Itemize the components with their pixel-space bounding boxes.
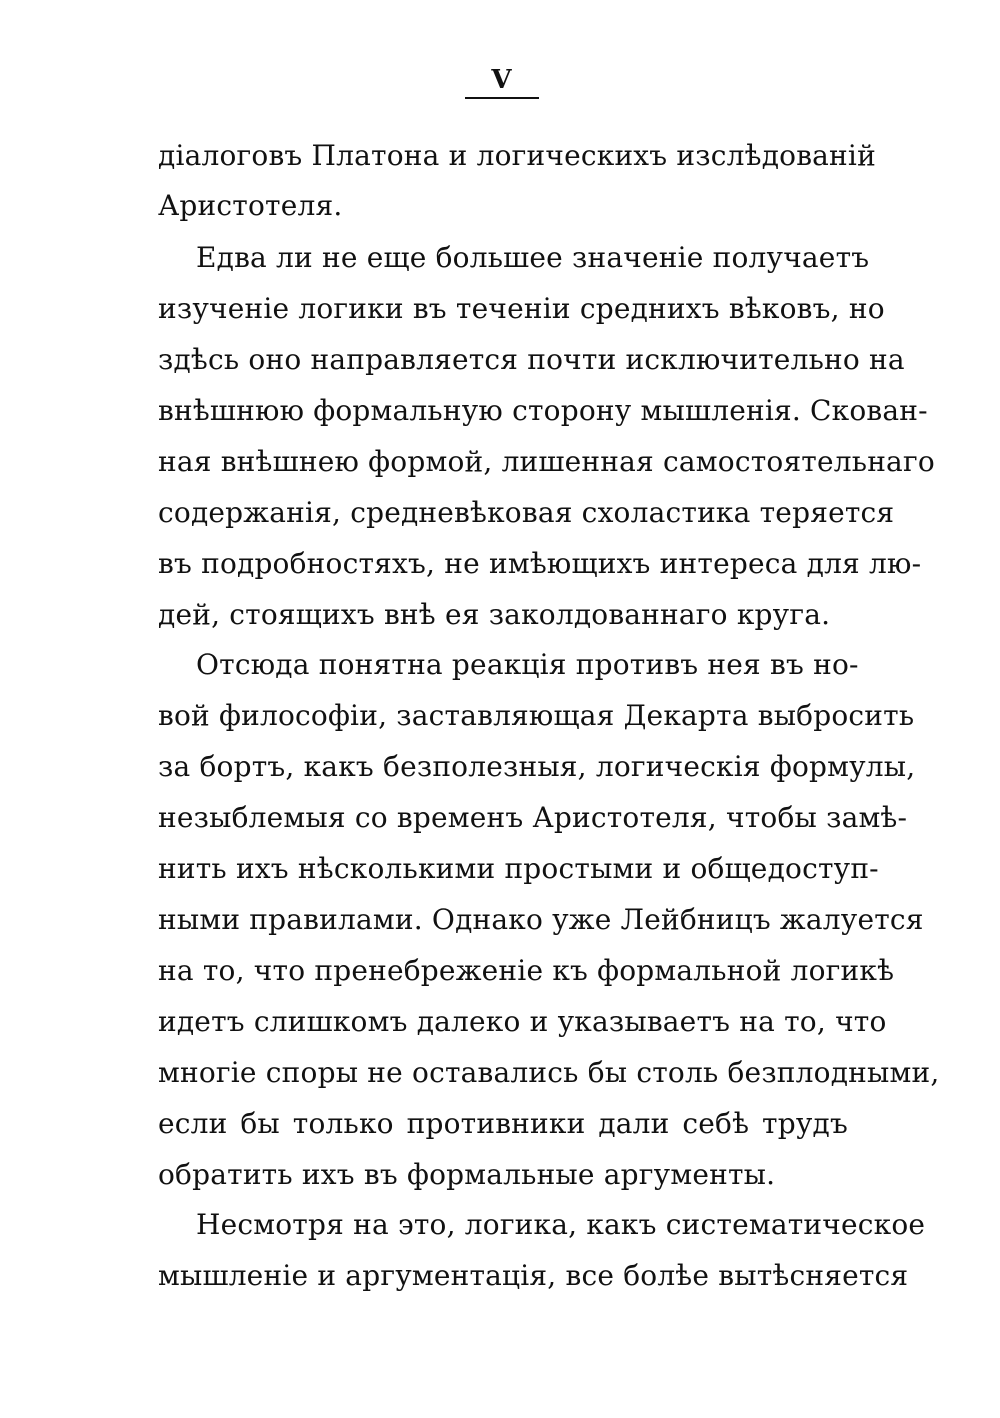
text-line: многіе споры не оставались бы столь безплодными, [158,1056,940,1089]
header-rule [465,97,539,99]
text-line: Едва ли не еще большее значеніе получаетъ [196,241,870,274]
text-line: діалоговъ Платона и логическихъ изслѣдованій [158,139,876,172]
text-line: Аристотеля. [158,189,343,222]
text-line: здѣсь оно направляется почти исключительно на [158,343,905,376]
text-line: ная внѣшнею формой, лишенная самостоятельнаго [158,445,935,478]
text-line: изученіе логики въ теченіи среднихъ вѣковъ, но [158,292,885,325]
text-line: содержанія, средневѣковая схоластика теряется [158,496,895,529]
page-number: V [491,65,513,95]
text-line: въ подробностяхъ, не имѣющихъ интереса для лю- [158,547,922,580]
text-line: незыблемыя со временъ Аристотеля, чтобы замѣ- [158,801,908,834]
text-line: идетъ слишкомъ далеко и указываетъ на то, что [158,1005,887,1038]
text-line: Несмотря на это, логика, какъ систематическое [196,1208,926,1241]
text-line: нить ихъ нѣсколькими простыми и общедоступ- [158,852,879,885]
text-line: если бы только противники дали себѣ трудъ [158,1107,848,1140]
text-line: на то, что пренебреженіе къ формальной логикѣ [158,954,895,987]
text-line: дей, стоящихъ внѣ ея заколдованнаго круга. [158,598,831,631]
text-line: вой философіи, заставляющая Декарта выбросить [158,699,915,732]
text-line: Отсюда понятна реакція противъ нея въ но- [196,648,859,681]
text-line: мышленіе и аргументація, все болѣе вытѣсняется [158,1259,909,1292]
text-line: внѣшнюю формальную сторону мышленія. Скован- [158,394,928,427]
text-line: обратить ихъ въ формальные аргументы. [158,1158,776,1191]
text-line: ными правилами. Однако уже Лейбницъ жалуется [158,903,924,936]
text-line: за бортъ, какъ безполезныя, логическія формулы, [158,750,916,783]
